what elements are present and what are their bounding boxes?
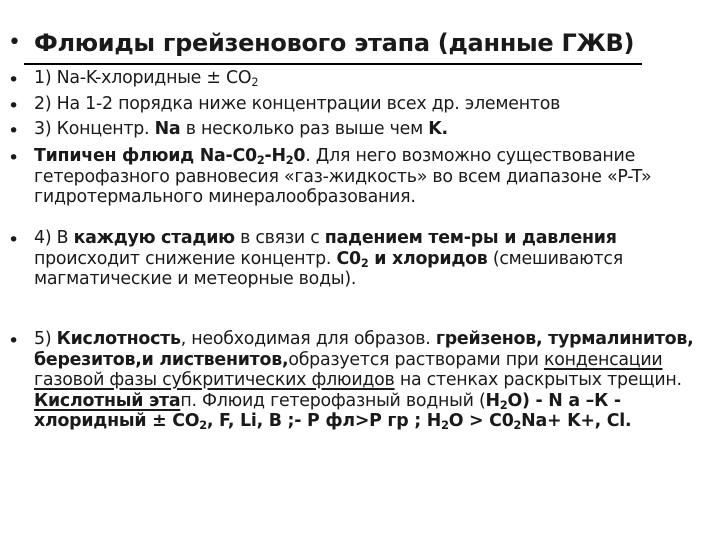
bullet-title: •	[8, 30, 21, 55]
list-item-1: 1) Na-K-хлоридные ± $CO_2$	[34, 68, 259, 89]
bullet-6: •	[8, 330, 20, 352]
list-item-4: Типичен флюид $Na-C0_2-H_20$. Для него возможно существование гетерофазного равновесия «газ-жидкость» во всем диапазоне «P-T» гидротермального минералообразования.	[34, 146, 652, 207]
bullet-4: •	[8, 147, 20, 169]
list-item-6: 5) Кислотность, необходимая для образов. грейзенов, турмалинитов, березитов,и лиственитов,образуется растворами при конденсации газовой фазы субкритических флюидов на стенках раскрытых трещин. Кислотный этап. Флюид гетерофазный водный $(H_2O)$ - N а –К - хлоридный ± $CO_2$, F, Li, B ;- P фл>P гр ; $H_2O > C0_2Na+ K+$, Cl.	[34, 329, 694, 432]
bullet-2: •	[8, 95, 20, 117]
bullet-3: •	[8, 120, 20, 142]
list-item-2: 2) На 1-2 порядка ниже концентрации всех др. элементов	[34, 94, 561, 114]
title-row	[34, 28, 720, 58]
page-title: Флюиды грейзенового этапа (данные ГЖВ)	[34, 29, 635, 57]
bullet-5: •	[8, 229, 20, 251]
list-item-5: 4) В каждую стадию в связи с падением тем-ры и давления происходит снижение концентр. $C0_2$ и хлоридов (смешиваются магматические и метеорные воды).	[34, 228, 623, 289]
bullet-1: •	[8, 69, 20, 91]
title-underline	[24, 63, 642, 65]
list-item-3: 3) Концентр. Na в несколько раз выше чем K.	[34, 119, 448, 139]
